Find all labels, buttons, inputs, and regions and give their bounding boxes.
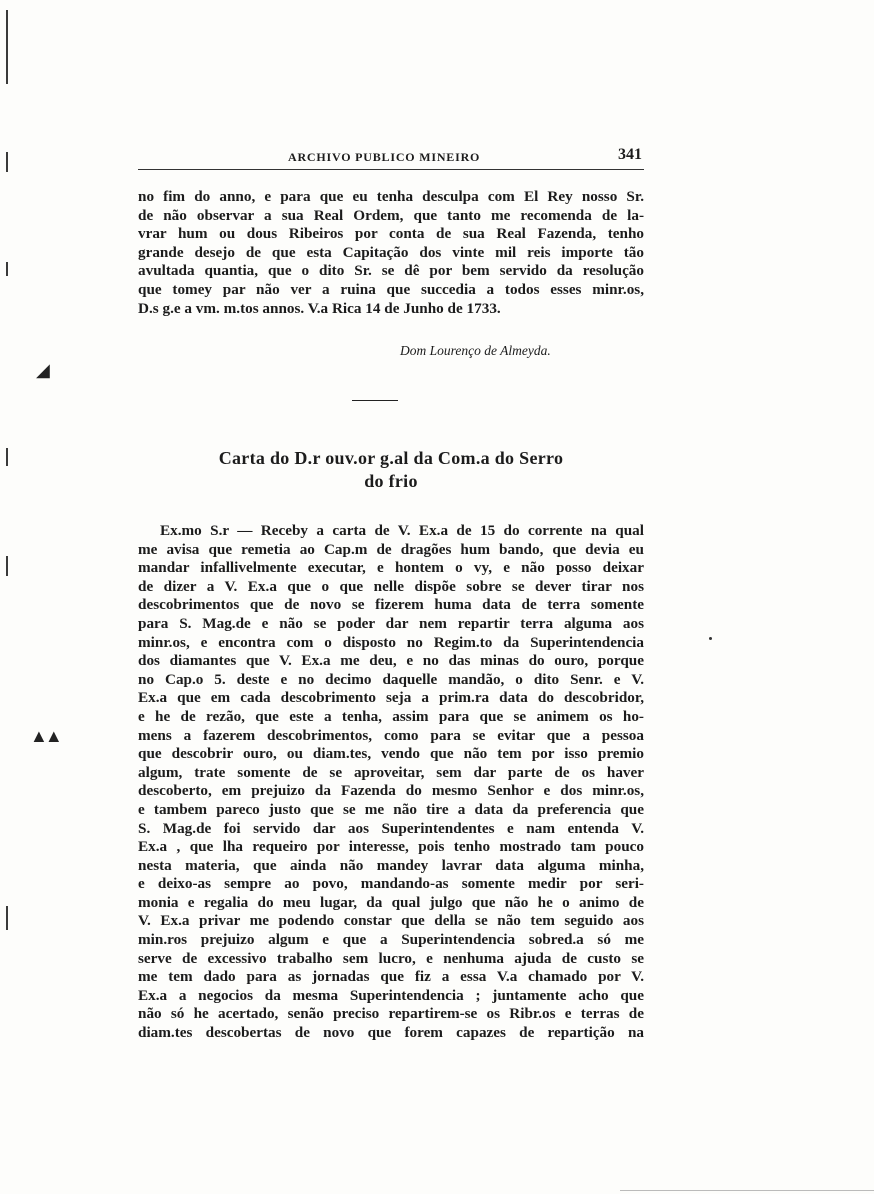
text-line: no Cap.o 5. deste e no decimo daquelle mandão, o dito Senr. e V.: [138, 670, 644, 688]
header-rule: [138, 169, 644, 170]
letter-body-text: [138, 522, 644, 1043]
text-line: monia e regalia do meu lugar, da qual julgo que não he o animo de: [138, 893, 644, 911]
text-line: minr.os, e encontra com o disposto no Regim.to da Superintendencia: [138, 633, 644, 651]
text-line: D.s g.e a vm. m.tos annos. V.a Rica 14 de Junho de 1733.: [138, 299, 501, 317]
text-line: V. Ex.a privar me podendo constar que della se não tem seguido aos: [138, 912, 644, 930]
text-line: mens a fazerem descobrimentos, como para se evitar que a pessoa: [138, 726, 644, 744]
text-line: me tem dado para as jornadas que fiz a essa V.a chamado por V.: [138, 968, 644, 986]
scan-edge-mark: [6, 262, 8, 276]
journal-title: ARCHIVO PUBLICO MINEIRO: [288, 150, 481, 164]
scan-edge-mark: [6, 448, 8, 466]
text-line: e tambem pareco justo que se me não tire a data da preferencia que: [138, 800, 644, 818]
scan-bottom-edge: [620, 1190, 874, 1191]
text-line: que descobrir ouro, ou diam.tes, vendo que não tem por isso premio: [138, 745, 644, 763]
text-line: S. Mag.de foi servido dar aos Superintendentes e nam entenda V.: [138, 819, 644, 837]
text-line: e he de rezão, que este a tenha, assim para que se animem os ho-: [138, 707, 644, 725]
section-separator: [352, 400, 398, 401]
text-line: de dizer a V. Ex.a que o que nelle dispõe sobre se dever tirar nos: [138, 577, 644, 595]
scan-edge-mark: [6, 152, 8, 172]
text-line: não só he acertado, senão preciso repartirem-se os Ribr.os e terras de: [138, 1005, 644, 1023]
text-line: para S. Mag.de e não se poder dar nem repartir terra alguma aos: [138, 614, 644, 632]
scan-edge-mark: [6, 10, 8, 84]
text-line: vrar hum ou dous Ribeiros por conta de sua Real Fazenda, tenho: [138, 225, 644, 243]
text-line: dos diamantes que V. Ex.a me deu, e no das minas do ouro, porque: [138, 652, 644, 670]
text-line: descobrimentos que de novo se fizerem huma data de terra somente: [138, 596, 644, 614]
text-line: descoberto, em prejuizo da Fazenda do mesmo Senhor e dos minr.os,: [138, 782, 644, 800]
text-line: mandar infallivelmente executar, e hontem o vy, e não posso deixar: [138, 559, 644, 577]
continued-letter-text: [138, 188, 644, 318]
text-line: Ex.a a negocios da mesma Superintendencia ; juntamente acho que: [138, 986, 644, 1004]
text-line: e deixo-as sempre ao povo, mandando-as somente medir por seri-: [138, 875, 644, 893]
letter-heading-line: Carta do D.r ouv.or g.al da Com.a do Serro: [218, 448, 564, 468]
text-line: avultada quantia, que o dito Sr. se dê por bem servido da resolução: [138, 262, 644, 280]
text-line: grande desejo de que esta Capitação dos vinte mil reis importe tão: [138, 243, 644, 261]
text-line: min.ros prejuizo algum e que a Superintendencia sobred.a só me: [138, 931, 644, 949]
text-line: Ex.a , que lha requeiro por interesse, pois tenho mostrado tam pouco: [138, 838, 644, 856]
text-line: no fim do anno, e para que eu tenha desculpa com El Rey nosso Sr.: [138, 188, 644, 205]
text-line: que tomey par não ver a ruina que succedia a todos esses minr.os,: [138, 280, 644, 298]
page-number: 341: [618, 146, 642, 163]
text-line: Ex.a que em cada descobrimento seja a prim.ra data do descobridor,: [138, 689, 644, 707]
scan-dust-dot: [709, 637, 712, 640]
scan-edge-mark: [6, 556, 8, 576]
text-line: algum, trate somente de se aproveitar, sem dar parte de os haver: [138, 763, 644, 781]
letter-heading: [138, 447, 644, 493]
text-line: serve de excessivo trabalho sem lucro, e nenhuma ajuda de custo se: [138, 949, 644, 967]
scan-artifact-mark: ▲▲: [30, 726, 60, 746]
text-line: Ex.mo S.r — Receby a carta de V. Ex.a de 15 do corrente na qual: [160, 522, 644, 539]
letter-heading-line: do frio: [364, 471, 418, 491]
text-line: me avisa que remetia ao Cap.m de dragões hum bando, que devia eu: [138, 540, 644, 558]
running-header: [138, 146, 644, 170]
text-line: diam.tes descobertas de novo que forem capazes de repartição na: [138, 1024, 644, 1042]
scan-edge-mark: [6, 906, 8, 930]
letter-signature: Dom Lourenço de Almeyda.: [400, 343, 551, 358]
text-line: de não observar a sua Real Ordem, que tanto me recomenda de la-: [138, 206, 644, 224]
text-line: nesta materia, que ainda não mandey lavrar data alguma minha,: [138, 856, 644, 874]
scan-artifact-mark: ◢: [36, 360, 50, 380]
